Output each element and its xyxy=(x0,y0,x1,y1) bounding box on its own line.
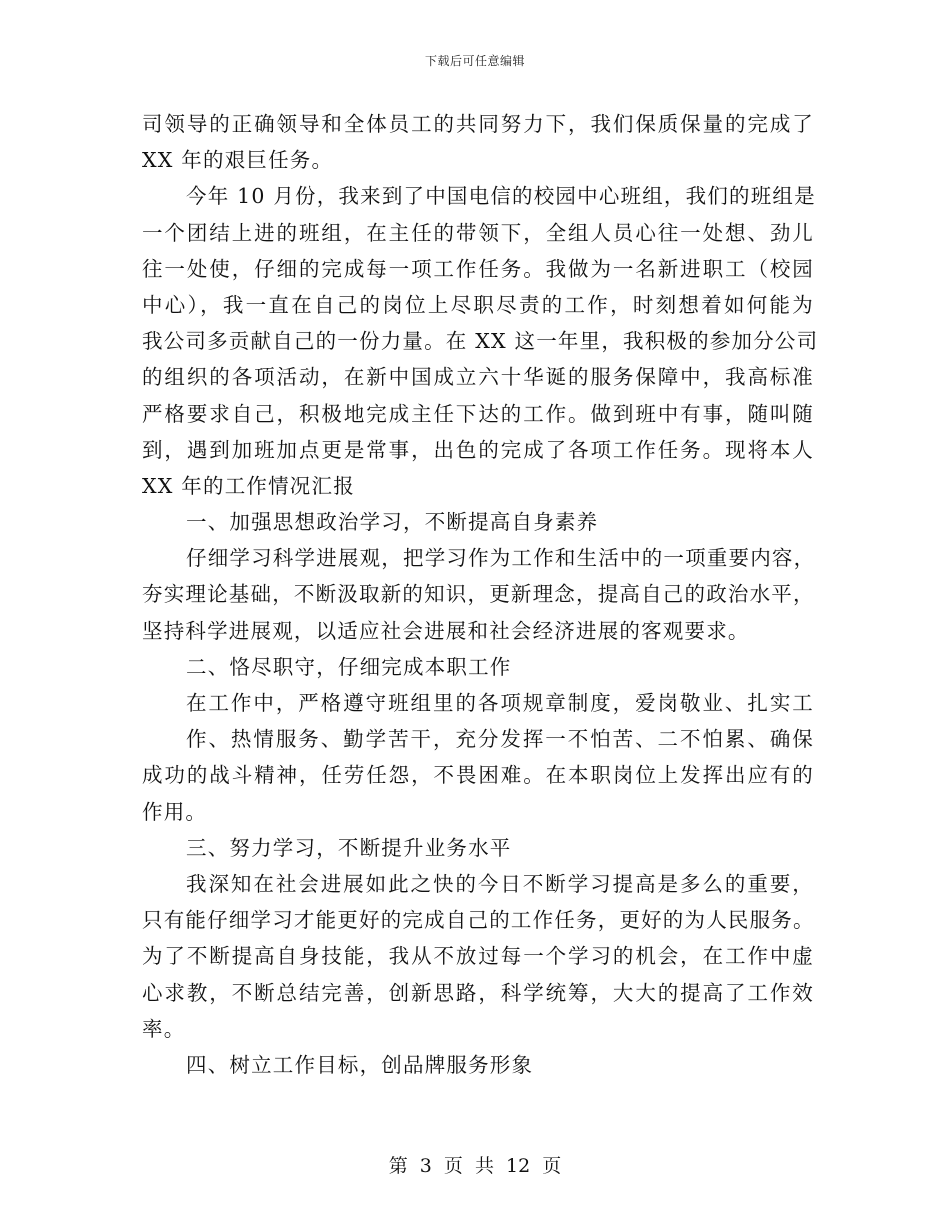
page-header: 下载后可任意编辑 xyxy=(424,54,525,68)
text-line: 到，遇到加班加点更是常事，出色的完成了各项工作任务。现将本人 xyxy=(142,437,814,462)
text-line: XX 年的工作情况汇报 xyxy=(142,473,355,498)
section-heading: 一、加强思想政治学习，不断提高自身素养 xyxy=(186,510,599,535)
text-line: 仔细学习科学进展观，把学习作为工作和生活中的一项重要内容， xyxy=(186,546,816,571)
section-heading: 二、恪尽职守，仔细完成本职工作 xyxy=(186,654,512,679)
text-line: 只有能仔细学习才能更好的完成自己的工作任务，更好的为人民服务。 xyxy=(142,908,815,933)
document-body xyxy=(142,106,819,1083)
text-line: 作用。 xyxy=(142,799,208,824)
text-line: 成功的战斗精神，任劳任怨，不畏困难。在本职岗位上发挥出应有的 xyxy=(142,763,814,788)
section-heading: 四、树立工作目标，创品牌服务形象 xyxy=(186,1052,534,1077)
text-line: 作、热情服务、勤学苦干，充分发挥一不怕苦、二不怕累、确保 xyxy=(186,727,814,752)
page-number: 第 3 页 共 12 页 xyxy=(388,1155,562,1177)
text-line: 我公司多贡献自己的一份力量。在 XX 这一年里，我积极的参加分公司 xyxy=(142,329,819,354)
text-line: 往一处使，仔细的完成每一项工作任务。我做为一名新进职工（校园 xyxy=(142,256,814,281)
text-line: 今年 10 月份，我来到了中国电信的校园中心班组，我们的班组是 xyxy=(186,184,816,209)
text-line: 夯实理论基础，不断汲取新的知识，更新理念，提高自己的政治水平， xyxy=(142,582,815,607)
text-line: 严格要求自己，积极地完成主任下达的工作。做到班中有事，随叫随 xyxy=(142,401,814,426)
text-line: 率。 xyxy=(142,1016,186,1041)
text-line: 司领导的正确领导和全体员工的共同努力下，我们保质保量的完成了 xyxy=(142,112,814,136)
text-line: 为了不断提高自身技能，我从不放过每一个学习的机会，在工作中虚 xyxy=(142,944,814,969)
section-heading: 三、努力学习，不断提升业务水平 xyxy=(186,835,512,860)
text-line: 中心），我一直在自己的岗位上尽职尽责的工作，时刻想着如何能为 xyxy=(142,292,814,317)
text-line: 一个团结上进的班组，在主任的带领下，全组人员心往一处想、劲儿 xyxy=(142,220,814,245)
text-line: 的组织的各项活动，在新中国成立六十华诞的服务保障中，我高标准 xyxy=(142,365,814,390)
text-line: XX 年的艰巨任务。 xyxy=(142,148,334,173)
text-line: 心求教，不断总结完善，创新思路，科学统筹，大大的提高了工作效 xyxy=(142,980,814,1005)
text-line: 坚持科学进展观，以适应社会进展和社会经济进展的客观要求。 xyxy=(142,618,750,643)
text-line: 我深知在社会进展如此之快的今日不断学习提高是多么的重要， xyxy=(186,871,814,896)
text-line: 在工作中，严格遵守班组里的各项规章制度，爱岗敬业、扎实工 xyxy=(186,691,814,715)
